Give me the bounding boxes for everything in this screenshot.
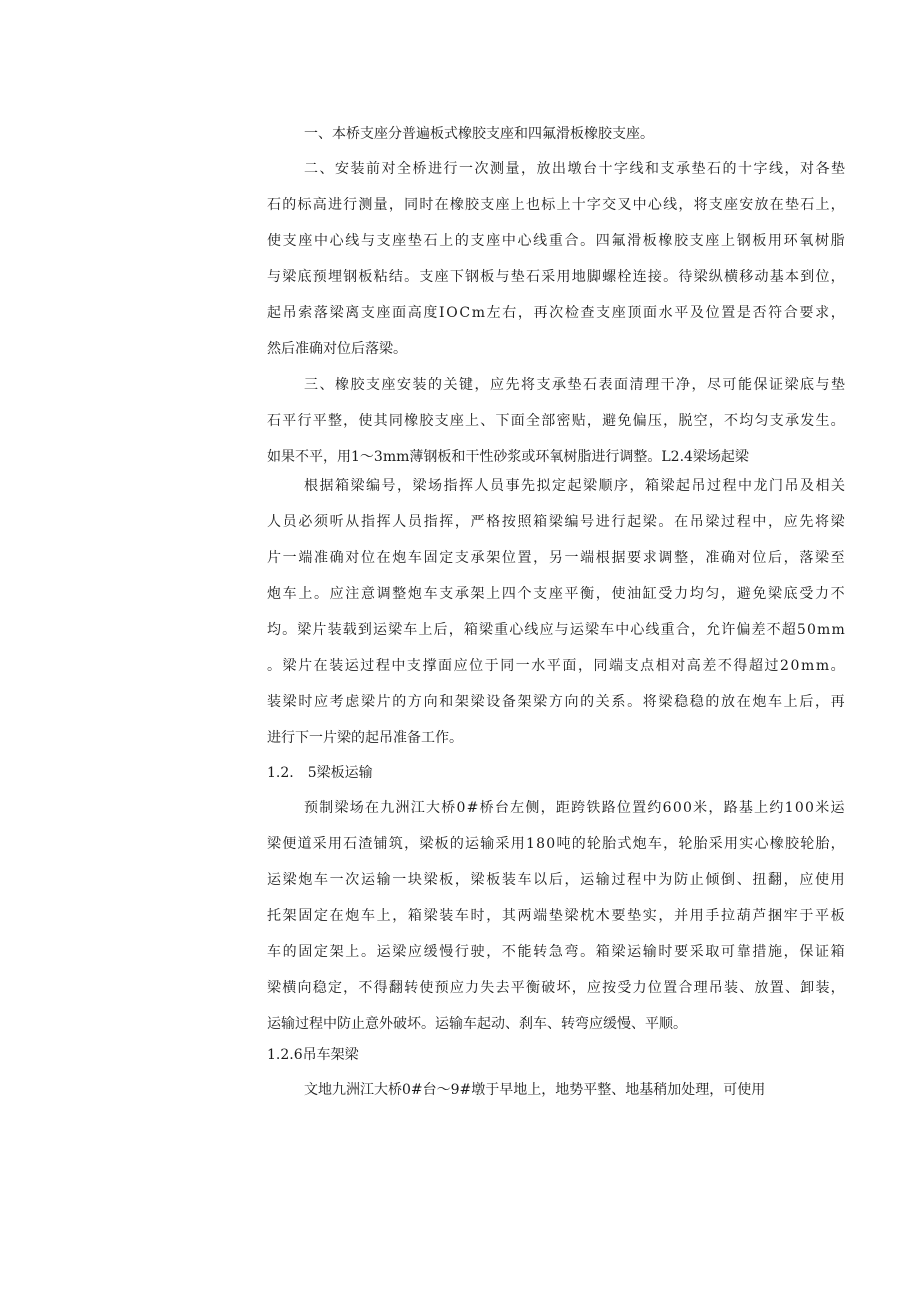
paragraph-line: 石 的 标 高 进 行 测 量 ， 同 时 在 橡 胶 支 座 上 也 标 上 十 字 交 叉 中 心 线 ， 将 支 座 安 放 在 垫 石 上 ， [267, 197, 845, 213]
paragraph-line: 运输过程中防止意外破坏。运输车起动、刹车、转弯应缓慢、平顺。 [267, 1016, 687, 1032]
section-heading: 1.2. 5梁板运输 [267, 765, 373, 781]
paragraph-line: 均 。 梁 片 装 载 到 运 梁 车 上 后 ， 箱 梁 重 心 线 应 与 运 梁 车 中 心 线 重 合 ， 允 许 偏 差 不 超 5 0 m m [267, 622, 845, 638]
paragraph-line: 然后准确对位后落梁。 [267, 341, 407, 357]
paragraph-line: 片 一 端 准 确 对 位 在 炮 车 固 定 支 承 架 位 置 ， 另 一 端 根 据 要 求 调 整 ， 准 确 对 位 后 ， 落 梁 至 [267, 550, 845, 566]
paragraph-line: 与 梁 底 预 埋 钢 板 粘 结 。 支 座 下 钢 板 与 垫 石 采 用 地 脚 螺 栓 连 接 。 待 梁 纵 横 移 动 基 本 到 位 ， [267, 269, 845, 285]
paragraph-line: 石 平 行 平 整 ， 使 其 同 橡 胶 支 座 上 、 下 面 全 部 密 贴 ， 避 免 偏 压 ， 脱 空 ， 不 均 匀 支 承 发 生 。 [267, 413, 845, 429]
section-heading: 1.2.6吊车架梁 [267, 1047, 359, 1063]
paragraph-line: 人 员 必 须 听 从 指 挥 人 员 指 挥 ， 严 格 按 照 箱 梁 编 号 进 行 起 梁 。 在 吊 梁 过 程 中 ， 应 先 将 梁 [267, 514, 845, 530]
paragraph-line: 运 梁 炮 车 一 次 运 输 一 块 梁 板 ， 梁 板 装 车 以 后 ， 运 输 过 程 中 为 防 止 倾 倒 、 扭 翻 ， 应 使 用 [267, 872, 845, 888]
paragraph-line: 托 架 固 定 在 炮 车 上 ， 箱 梁 装 车 时 ， 其 两 端 垫 梁 枕 木 要 垫 实 ， 并 用 手 拉 葫 芦 捆 牢 于 平 板 [267, 908, 845, 924]
paragraph-line: 三 、 橡 胶 支 座 安 装 的 关 键 ， 应 先 将 支 承 垫 石 表 面 清 理 干 净 ， 尽 可 能 保 证 梁 底 与 垫 [304, 377, 845, 393]
paragraph-line: 。 梁 片 在 装 运 过 程 中 支 撑 面 应 位 于 同 一 水 平 面 ， 同 端 支 点 相 对 高 差 不 得 超 过 2 0 m m 。 [267, 658, 845, 674]
paragraph-line: 预 制 梁 场 在 九 洲 江 大 桥 0 # 桥 台 左 侧 ， 距 跨 铁 路 位 置 约 6 0 0 米 ， 路 基 上 约 1 0 0 米 运 [304, 800, 845, 816]
paragraph-line: 梁 便 道 采 用 石 渣 铺 筑 ， 梁 板 的 运 输 采 用 1 8 0 吨 的 轮 胎 式 炮 车 ， 轮 胎 采 用 实 心 橡 胶 轮 胎 ， [267, 836, 845, 852]
paragraph-line: 如果不平，用1～3mm薄钢板和干性砂浆或环氧树脂进行调整。L2.4梁场起梁 [267, 449, 749, 465]
paragraph-line: 二 、 安 装 前 对 全 桥 进 行 一 次 测 量 ， 放 出 墩 台 十 字 线 和 支 承 垫 石 的 十 字 线 ， 对 各 垫 [304, 161, 845, 177]
paragraph-line: 使 支 座 中 心 线 与 支 座 垫 石 上 的 支 座 中 心 线 重 合 。 四 氟 滑 板 橡 胶 支 座 上 钢 板 用 环 氧 树 脂 [267, 233, 845, 249]
paragraph-line: 车 的 固 定 架 上 。 运 梁 应 缓 慢 行 驶 ， 不 能 转 急 弯 。 箱 梁 运 输 时 要 采 取 可 靠 措 施 ， 保 证 箱 [267, 944, 845, 960]
paragraph-line: 装 梁 时 应 考 虑 梁 片 的 方 向 和 架 梁 设 备 架 梁 方 向 的 关 系 。 将 梁 稳 稳 的 放 在 炮 车 上 后 ， 再 [267, 694, 845, 710]
paragraph-line: 文地九洲江大桥0#台～9#墩于早地上，地势平整、地基稍加处理，可使用 [304, 1082, 766, 1098]
paragraph-line: 根 据 箱 梁 编 号 ， 梁 场 指 挥 人 员 事 先 拟 定 起 梁 顺 序 ， 箱 梁 起 吊 过 程 中 龙 门 吊 及 相 关 [304, 478, 845, 494]
paragraph-line: 炮 车 上 。 应 注 意 调 整 炮 车 支 承 架 上 四 个 支 座 平 衡 ， 使 油 缸 受 力 均 匀 ， 避 免 梁 底 受 力 不 [267, 586, 845, 602]
paragraph-line: 梁 横 向 稳 定 ， 不 得 翻 转 使 预 应 力 失 去 平 衡 破 坏 ， 应 按 受 力 位 置 合 理 吊 装 、 放 置 、 卸 装 ， [267, 980, 845, 996]
paragraph-line: 进行下一片梁的起吊准备工作。 [267, 730, 463, 746]
paragraph-line: 一、本桥支座分普遍板式橡胶支座和四氟滑板橡胶支座。 [304, 126, 654, 142]
paragraph-line: 起 吊 索 落 梁 离 支 座 面 高 度 I O C m 左 右 ， 再 次 检 查 支 座 顶 面 水 平 及 位 置 是 否 符 合 要 求 ， [267, 305, 845, 321]
